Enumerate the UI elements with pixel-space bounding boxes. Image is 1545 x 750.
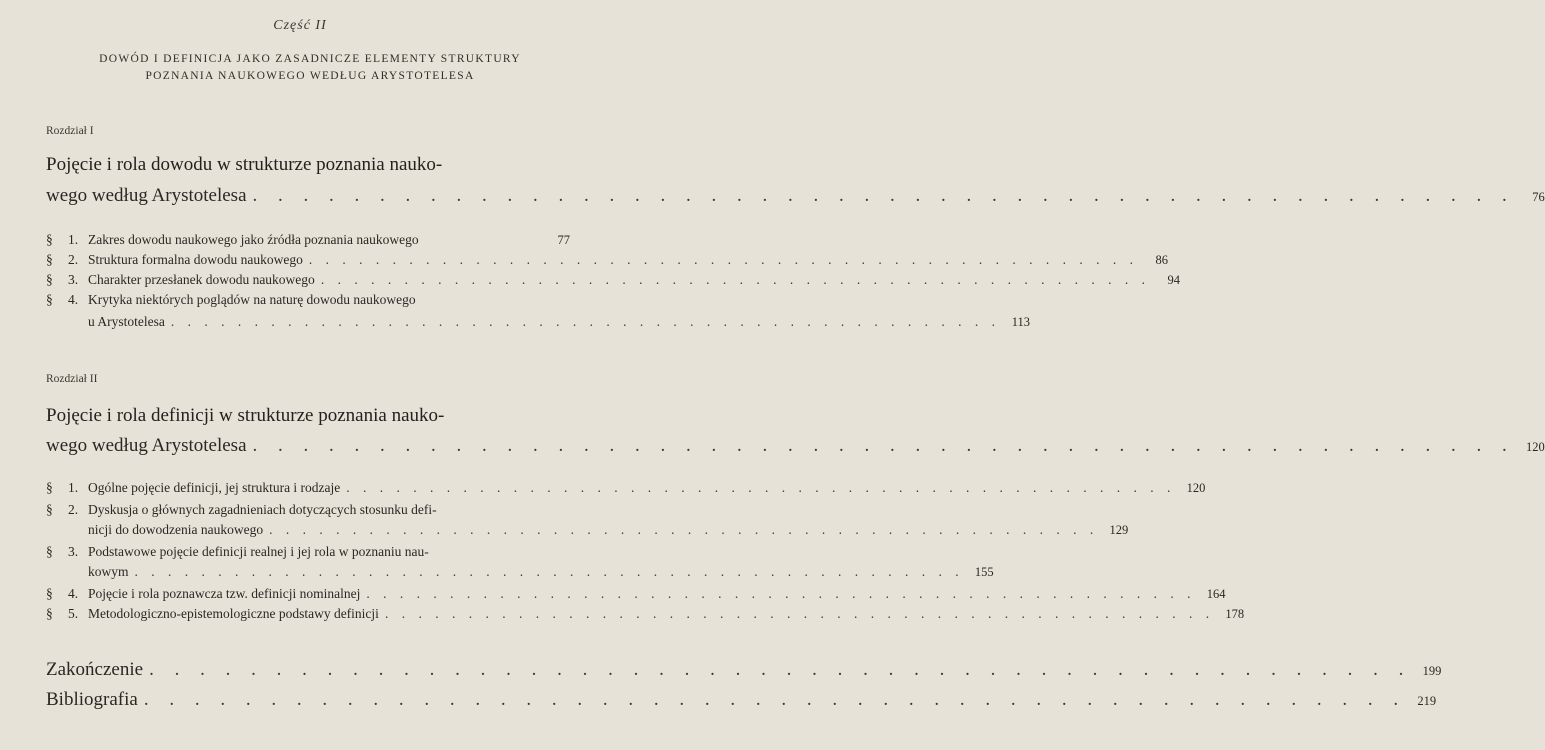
section-title: Pojęcie i rola poznawcza tzw. definicji nominalnej (88, 586, 361, 601)
section-page: 77 (557, 233, 570, 247)
section-number: 4. (68, 292, 79, 307)
toc-entry (46, 542, 570, 562)
section-title: Dyskusja o głównych zagadnieniach dotyczących stosunku defi- (88, 502, 437, 517)
section-symbol: § (46, 606, 53, 621)
section-title: Struktura formalna dowodu naukowego (88, 252, 303, 267)
section-number: 3. (68, 544, 79, 559)
section-number: 2. (68, 252, 79, 267)
section-title: Podstawowe pojęcie definicji realnej i jej rola w poznaniu nau- (88, 544, 429, 559)
chapter1-label: Rozdział I (46, 125, 94, 137)
toc-entry-continuation (88, 520, 1129, 540)
section-symbol: § (46, 252, 53, 267)
bibliography-entry (46, 689, 1437, 711)
section-page: 120 (1186, 481, 1206, 495)
section-number: 3. (68, 272, 79, 287)
chapter2-title-line1: Pojęcie i rola definicji w strukturze poznania nauko- (46, 405, 445, 426)
section-page: 178 (1225, 607, 1245, 621)
section-number: 5. (68, 606, 79, 621)
section-symbol: § (46, 272, 53, 287)
conclusion-title: Zakończenie (46, 659, 144, 680)
section-title: Charakter przesłanek dowodu naukowego (88, 272, 315, 287)
section-symbol: § (46, 544, 53, 559)
bibliography-title: Bibliografia (46, 689, 138, 710)
leader-dots: . . . . . . . . . . . . . . . . . . . . . . . . . . . . . . . . . . . . . . . . . . . . . . . . . . (170, 314, 1000, 329)
chapter2-title-line2: wego według Arystotelesa (46, 435, 247, 456)
chapter1-title-line2: wego według Arystotelesa (46, 185, 247, 206)
section-number: 2. (68, 502, 79, 517)
conclusion-page: 199 (1422, 664, 1442, 678)
chapter2-title-line2-row (46, 435, 1545, 457)
chapter1-title-line1: Pojęcie i rola dowodu w strukturze poznania nauko- (46, 154, 443, 175)
leader-dots: . . . . . . . . . . . . . . . . . . . . . . . . . . . . . . . . . . . . . . . . . . . . . . . . . . (269, 522, 1099, 537)
part-subtitle (40, 51, 580, 85)
section-title-continued: kowym (88, 564, 129, 579)
toc-entry (46, 500, 570, 520)
toc-entry (46, 290, 570, 310)
toc-entry (46, 270, 1180, 290)
part-subtitle-line1: DOWÓD I DEFINICJA JAKO ZASADNICZE ELEMENTY STRUKTURY (99, 53, 521, 65)
toc-entry (46, 250, 1168, 270)
section-symbol: § (46, 292, 53, 307)
section-title: Metodologiczno-epistemologiczne podstawy definicji (88, 606, 379, 621)
bibliography-page: 219 (1417, 694, 1437, 708)
section-symbol: § (46, 502, 53, 517)
section-number: 4. (68, 586, 79, 601)
section-number: 1. (68, 480, 79, 495)
section-symbol: § (46, 480, 53, 495)
leader-dots: . . . . . . . . . . . . . . . . . . . . . . . . . . . . . . . . . . . . . . . . . . . . . . . . . . (366, 586, 1196, 601)
toc-entry (46, 230, 570, 250)
section-number: 1. (68, 232, 79, 247)
section-symbol: § (46, 232, 53, 247)
leader-dots: . . . . . . . . . . . . . . . . . . . . . . . . . . . . . . . . . . . . . . . . . . . . . . . . . . (143, 689, 1407, 710)
section-title-continued: u Arystotelesa (88, 314, 165, 329)
leader-dots: . . . . . . . . . . . . . . . . . . . . . . . . . . . . . . . . . . . . . . . . . . . . . . . . . . (308, 252, 1138, 267)
toc-entry (46, 604, 1245, 624)
section-title: Ogólne pojęcie definicji, jej struktura i rodzaje (88, 480, 341, 495)
conclusion-entry (46, 659, 1442, 681)
section-page: 129 (1109, 523, 1129, 537)
toc-entry-continuation (88, 562, 994, 582)
toc-entry (46, 478, 1206, 498)
leader-dots: . . . . . . . . . . . . . . . . . . . . . . . . . . . . . . . . . . . . . . . . . . . . . . . . . . (252, 435, 1515, 456)
leader-dots: . . . . . . . . . . . . . . . . . . . . . . . . . . . . . . . . . . . . . . . . . . . . . . . . . . (320, 272, 1150, 287)
leader-dots: . . . . . . . . . . . . . . . . . . . . . . . . . . . . . . . . . . . . . . . . . . . . . . . . . . (346, 480, 1176, 495)
section-page: 113 (1011, 315, 1030, 329)
toc-entry (46, 584, 1226, 604)
section-title: Zakres dowodu naukowego jako źródła poznania naukowego (88, 232, 419, 247)
chapter2-page: 120 (1526, 440, 1545, 454)
section-title: Krytyka niektórych poglądów na naturę dowodu naukowego (88, 292, 416, 307)
section-title-continued: nicji do dowodzenia naukowego (88, 522, 264, 537)
leader-dots: . . . . . . . . . . . . . . . . . . . . . . . . . . . . . . . . . . . . . . . . . . . . . . . . . . (252, 185, 1515, 206)
chapter1-page: 76 (1532, 190, 1545, 204)
section-page: 86 (1155, 253, 1168, 267)
leader-dots: . . . . . . . . . . . . . . . . . . . . . . . . . . . . . . . . . . . . . . . . . . . . . . . . . . (149, 659, 1412, 680)
chapter2-title (46, 403, 570, 429)
section-page: 155 (974, 565, 994, 579)
section-page: 164 (1206, 587, 1226, 601)
leader-dots: . . . . . . . . . . . . . . . . . . . . . . . . . . . . . . . . . . . . . . . . . . . . . . . . . . (134, 564, 964, 579)
chapter2-label: Rozdział II (46, 373, 98, 385)
part-subtitle-line2: POZNANIA NAUKOWEGO WEDŁUG ARYSTOTELESA (145, 70, 475, 82)
chapter1-title-line2-row (46, 185, 1545, 207)
chapter1-title (46, 152, 570, 178)
section-page: 94 (1167, 273, 1180, 287)
section-symbol: § (46, 586, 53, 601)
leader-dots: . . . . . . . . . . . . . . . . . . . . . . . . . . . . . . . . . . . . . . . . . . . . . . . . . . (384, 606, 1215, 621)
toc-entry-continuation (88, 312, 1030, 332)
part-title: Część II (273, 18, 327, 33)
